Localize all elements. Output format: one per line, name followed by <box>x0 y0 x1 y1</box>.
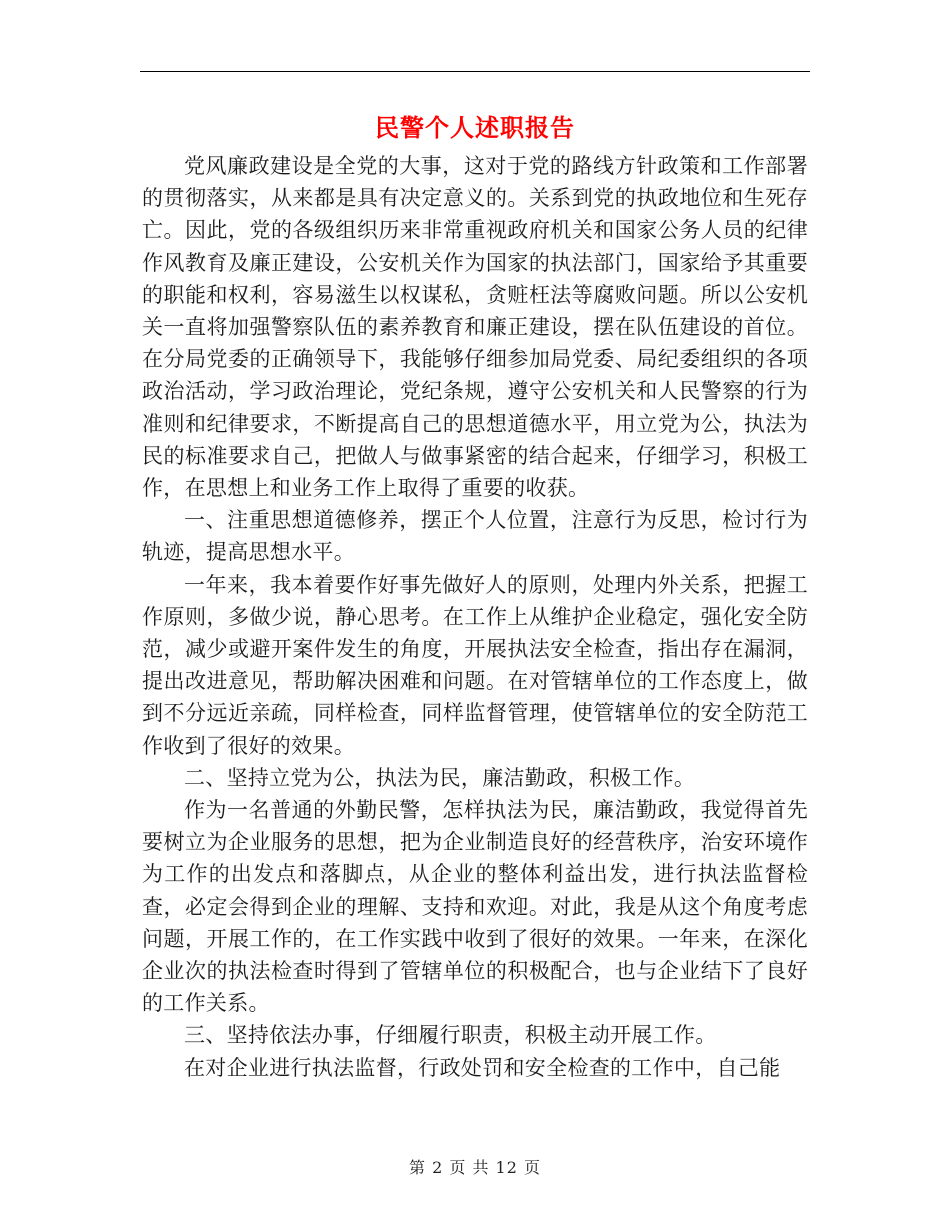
header-rule <box>140 71 810 72</box>
document-body <box>142 150 808 1084</box>
paragraph-section-1: 一年来，我本着要作好事先做好人的原则，处理内外关系，把握工作原则，多做少说，静心思考。在工作上从维护企业稳定，强化安全防范，减少或避开案件发生的角度，开展执法安全检查，指出存在漏洞，提出改进意见，帮助解决困难和问题。在对管辖单位的工作态度上，做到不分远近亲疏，同样检查，同样监督管理，使管辖单位的安全防范工作收到了很好的效果。 <box>142 572 808 758</box>
section-heading-2: 二、坚持立党为公，执法为民，廉洁勤政，积极工作。 <box>184 765 696 790</box>
page-number: 第 2 页 共 12 页 <box>409 1158 541 1177</box>
section-heading-1: 一、注重思想道德修养，摆正个人位置，注意行为反思，检讨行为轨迹，提高思想水平。 <box>142 508 808 565</box>
section-heading-3: 三、坚持依法办事，仔细履行职责，积极主动开展工作。 <box>184 1023 717 1048</box>
paragraph-section-3: 在对企业进行执法监督，行政处罚和安全检查的工作中，自己能 <box>184 1055 781 1080</box>
paragraph-section-2: 作为一名普通的外勤民警，怎样执法为民，廉洁勤政，我觉得首先要树立为企业服务的思想，把为企业制造良好的经营秩序，治安环境作为工作的出发点和落脚点，从企业的整体利益出发，进行执法监督检查，必定会得到企业的理解、支持和欢迎。对此，我是从这个角度考虑问题，开展工作的，在工作实践中收到了很好的效果。一年来，在深化企业次的执法检查时得到了管辖单位的积极配合，也与企业结下了良好的工作关系。 <box>142 798 808 1016</box>
document-title: 民警个人述职报告 <box>375 113 575 142</box>
paragraph-intro: 党风廉政建设是全党的大事，这对于党的路线方针政策和工作部署的贯彻落实，从来都是具有决定意义的。关系到党的执政地位和生死存亡。因此，党的各级组织历来非常重视政府机关和国家公务人员的纪律作风教育及廉正建设，公安机关作为国家的执法部门，国家给予其重要的职能和权利，容易滋生以权谋私，贪赃枉法等腐败问题。所以公安机关一直将加强警察队伍的素养教育和廉正建设，摆在队伍建设的首位。在分局党委的正确领导下，我能够仔细参加局党委、局纪委组织的各项政治活动，学习政治理论，党纪条规，遵守公安机关和人民警察的行为准则和纪律要求，不断提高自己的思想道德水平，用立党为公，执法为民的标准要求自己，把做人与做事紧密的结合起来，仔细学习，积极工作，在思想上和业务工作上取得了重要的收获。 <box>142 154 808 501</box>
